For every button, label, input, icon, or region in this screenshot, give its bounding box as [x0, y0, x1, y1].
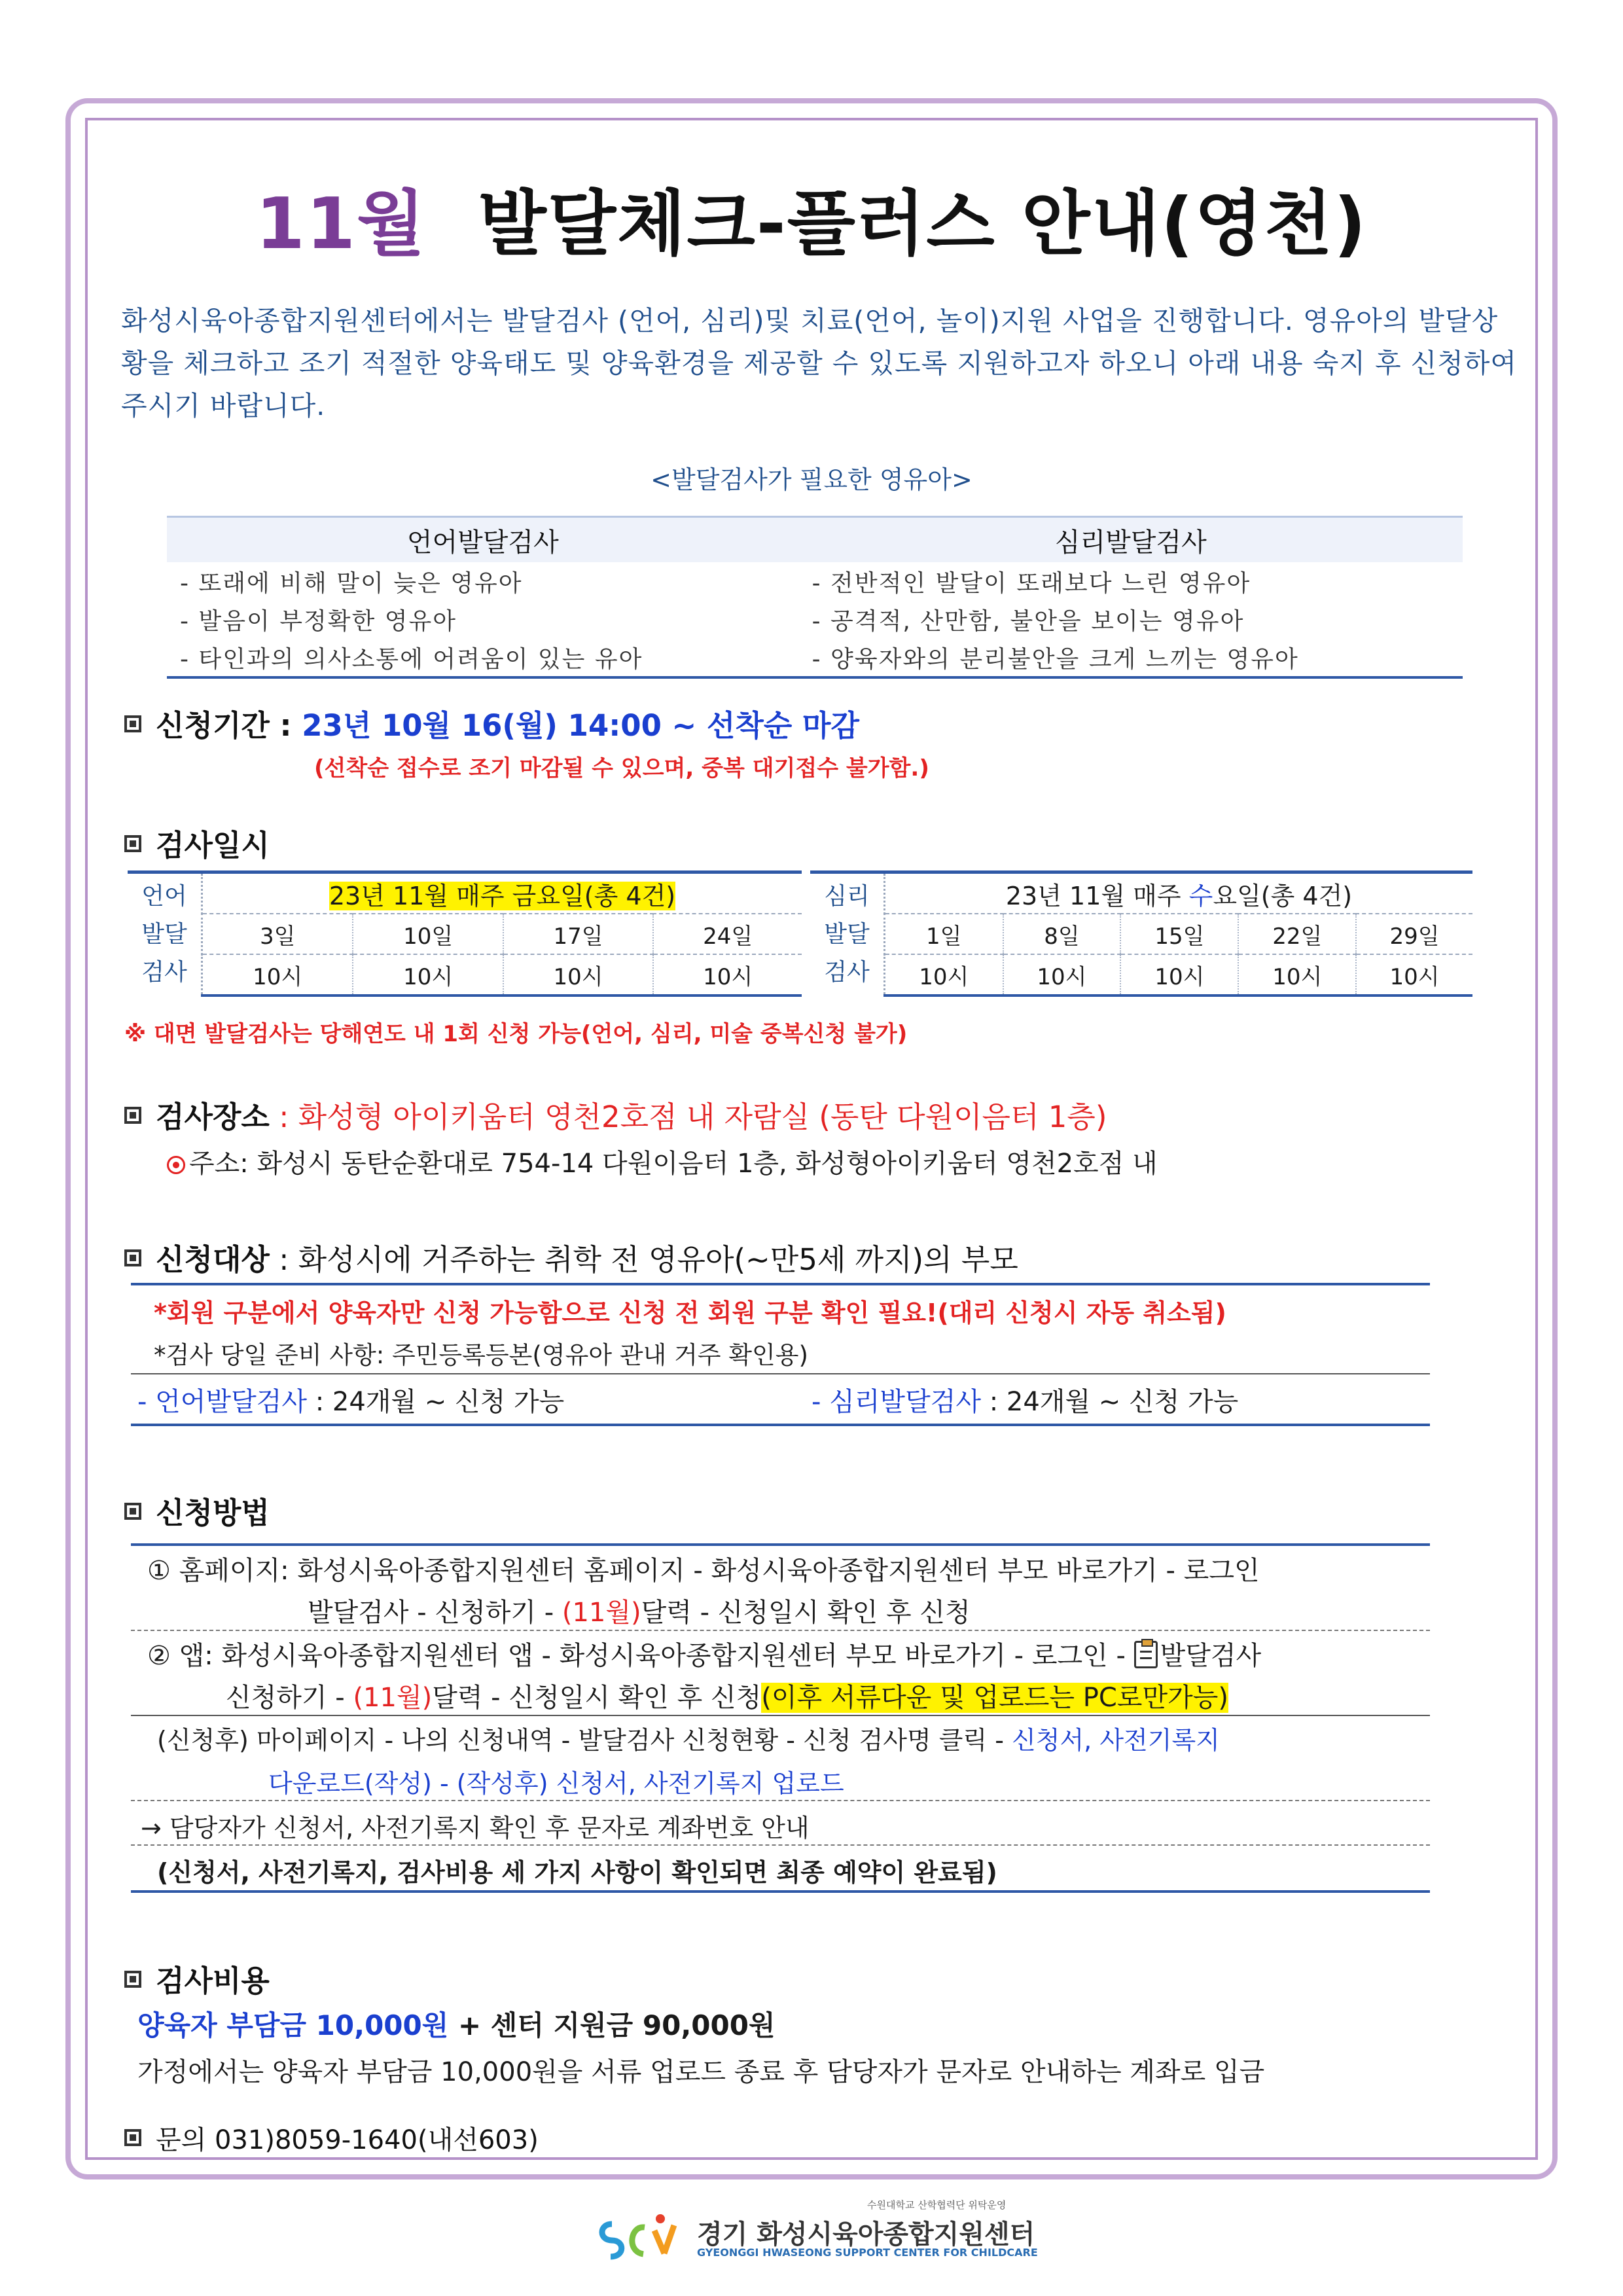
lang-day: 17일 — [503, 914, 653, 954]
needs-item: - 전반적인 발달이 또래보다 느린 영유아 — [812, 569, 1251, 597]
contact-text: 문의 031)8059-1640(내선603) — [156, 2125, 539, 2155]
method-rule — [131, 1800, 1430, 1801]
psy-side-label: 심리 발달 검사 — [810, 872, 885, 996]
checkbox-bullet-icon — [124, 835, 141, 852]
psy-time: 10시 — [1003, 954, 1121, 996]
title-month: 11월 — [255, 183, 427, 265]
psy-time: 10시 — [885, 954, 1003, 996]
psy-schedule-table — [810, 870, 1472, 997]
schedule-note: ※ 대면 발달검사는 당해연도 내 1회 신청 가능(언어, 심리, 미술 중복신청 불가) — [124, 1021, 908, 1047]
period-section — [124, 702, 859, 744]
needs-item: - 공격적, 산만함, 불안을 보이는 영유아 — [812, 607, 1245, 635]
lang-schedule-table — [128, 870, 802, 997]
target-label: 신청대상 — [156, 1242, 270, 1277]
method-section — [124, 1489, 270, 1532]
method-line-3: ② 앱: 화성시육아종합지원센터 앱 - 화성시육아종합지원센터 부모 바로가기 - 로그인 - 발달검사 — [147, 1635, 1261, 1672]
psy-day: 1일 — [885, 914, 1003, 954]
lang-time: 10시 — [353, 954, 503, 996]
needs-item: - 또래에 비해 말이 늦은 영유아 — [180, 569, 523, 597]
center-logo-icon — [592, 2211, 690, 2263]
target-lang-line: - 언어발달검사 : 24개월 ~ 신청 가능 — [137, 1387, 565, 1417]
checkbox-bullet-icon — [124, 1971, 141, 1988]
method-bottom-rule — [131, 1890, 1430, 1893]
clipboard-icon — [1134, 1641, 1158, 1668]
place-value: 화성형 아이키움터 영천2호점 내 자람실 (동탄 다원이음터 1층) — [298, 1100, 1107, 1134]
method-top-rule — [131, 1543, 1430, 1546]
intro-paragraph: 화성시육아종합지원센터에서는 발달검사 (언어, 심리)및 치료(언어, 놀이)지원 사업을 진행합니다. 영유아의 발달상황을 체크하고 조기 적절한 양육태도 및 양육환경을 제공할 수 있도록 지원하고자 하오니 아래 내용 숙지 후 신청하여 주시기 바랍니다. — [121, 305, 1518, 422]
needs-item: - 발음이 부정확한 영유아 — [180, 607, 457, 635]
target-section — [124, 1236, 1018, 1278]
footer-small-text: 수원대학교 산학협력단 위탁운영 — [867, 2199, 1007, 2211]
lang-schedule-title: 23년 11월 매주 금요일(총 4건) — [329, 881, 676, 910]
needs-col1-title: 언어발달검사 — [167, 517, 799, 563]
method-rule — [131, 1630, 1430, 1631]
target-top-rule — [131, 1283, 1430, 1285]
method-rule — [131, 1715, 1430, 1716]
address-line — [167, 1143, 1158, 1180]
target-warning: *회원 구분에서 양육자만 신청 가능함으로 신청 전 회원 구분 확인 필요!(대리 신청시 자동 취소됨) — [154, 1299, 1226, 1327]
period-value: 23년 10월 16(월) 14:00 ~ 선착순 마감 — [302, 708, 859, 743]
target-prep: *검사 당일 준비 사항: 주민등록등본(영유아 관내 거주 확인용) — [154, 1341, 808, 1369]
psy-day: 8일 — [1003, 914, 1121, 954]
checkbox-bullet-icon — [124, 715, 141, 732]
lang-day: 24일 — [653, 914, 802, 954]
target-bottom-rule — [131, 1424, 1430, 1426]
contact-section — [124, 2119, 539, 2157]
method-line-8: (신청서, 사전기록지, 검사비용 세 가지 사항이 확인되면 최종 예약이 완료됨) — [157, 1858, 997, 1887]
place-section: 검사장소 : 화성형 아이키움터 영천2호점 내 자람실 (동탄 다원이음터 1층) — [124, 1093, 1107, 1136]
cost-label: 검사비용 — [156, 1964, 270, 1998]
period-sep: : — [269, 708, 302, 743]
radio-bullet-icon — [167, 1156, 185, 1174]
needs-heading: <발달검사가 필요한 영유아> — [651, 465, 972, 494]
lang-time: 10시 — [202, 954, 353, 996]
method-line-6: 다운로드(작성) - (작성후) 신청서, 사전기록지 업로드 — [268, 1769, 844, 1798]
lang-day: 10일 — [353, 914, 503, 954]
method-line-7: → 담당자가 신청서, 사전기록지 확인 후 문자로 계좌번호 안내 — [141, 1814, 810, 1842]
checkbox-bullet-icon — [124, 1107, 141, 1124]
target-psy-line: - 심리발달검사 : 24개월 ~ 신청 가능 — [812, 1387, 1239, 1417]
psy-time: 10시 — [1238, 954, 1356, 996]
lang-time: 10시 — [653, 954, 802, 996]
needs-item: - 양육자와의 분리불안을 크게 느끼는 영유아 — [799, 638, 1463, 677]
psy-day: 29일 — [1356, 914, 1472, 954]
method-line-5: (신청후) 마이페이지 - 나의 신청내역 - 발달검사 신청현황 - 신청 검사명 클릭 - 신청서, 사전기록지 — [157, 1726, 1220, 1755]
lang-side-label: 언어 발달 검사 — [128, 872, 202, 996]
lang-day: 3일 — [202, 914, 353, 954]
period-label: 신청기간 — [156, 708, 270, 743]
psy-day: 15일 — [1120, 914, 1238, 954]
checkbox-bullet-icon — [124, 1503, 141, 1520]
needs-item: - 타인과의 의사소통에 어려움이 있는 유아 — [167, 638, 799, 677]
checkbox-bullet-icon — [124, 1249, 141, 1266]
method-rule — [131, 1844, 1430, 1846]
needs-col2-title: 심리발달검사 — [799, 517, 1463, 563]
target-value: : 화성시에 거주하는 취학 전 영유아(~만5세 까지)의 부모 — [269, 1242, 1018, 1277]
psy-day: 22일 — [1238, 914, 1356, 954]
method-line-4: 신청하기 - (11월)달력 - 신청일시 확인 후 신청(이후 서류다운 및 업로드는 PC로만가능) — [226, 1683, 1228, 1713]
method-label: 신청방법 — [156, 1496, 270, 1530]
title-text: 발달체크-플러스 안내(영천) — [478, 183, 1368, 265]
cost-note: 가정에서는 양육자 부담금 10,000원을 서류 업로드 종료 후 담당자가 문자로 안내하는 계좌로 입금 — [137, 2057, 1265, 2087]
place-label: 검사장소 — [156, 1100, 270, 1134]
cost-line: 양육자 부담금 10,000원 + 센터 지원금 90,000원 — [137, 2009, 776, 2041]
method-line-2: 발달검사 - 신청하기 - (11월)달력 - 신청일시 확인 후 신청 — [308, 1598, 971, 1628]
psy-time: 10시 — [1356, 954, 1472, 996]
target-mid-rule — [131, 1373, 1430, 1374]
schedule-section — [124, 821, 270, 864]
lang-time: 10시 — [503, 954, 653, 996]
psy-schedule-title: 23년 11월 매주 수요일(총 4건) — [885, 872, 1473, 914]
method-line-1: ① 홈페이지: 화성시육아종합지원센터 홈페이지 - 화성시육아종합지원센터 부모 바로가기 - 로그인 — [147, 1556, 1260, 1586]
needs-table — [167, 516, 1463, 679]
psy-time: 10시 — [1120, 954, 1238, 996]
schedule-label: 검사일시 — [156, 828, 270, 863]
cost-section — [124, 1957, 270, 2000]
checkbox-bullet-icon — [124, 2129, 141, 2146]
period-note: (선착순 접수로 조기 마감될 수 있으며, 중복 대기접수 불가함.) — [314, 755, 929, 781]
footer-center-name: 경기 화성시육아종합지원센터 — [697, 2219, 1035, 2250]
address-text: 주소: 화성시 동탄순환대로 754-14 다원이음터 1층, 화성형아이키움터 영천2호점 내 — [189, 1149, 1158, 1179]
footer-center-en: GYEONGGI HWASEONG SUPPORT CENTER FOR CHILDCARE — [697, 2246, 1038, 2259]
page-title — [0, 167, 1623, 268]
